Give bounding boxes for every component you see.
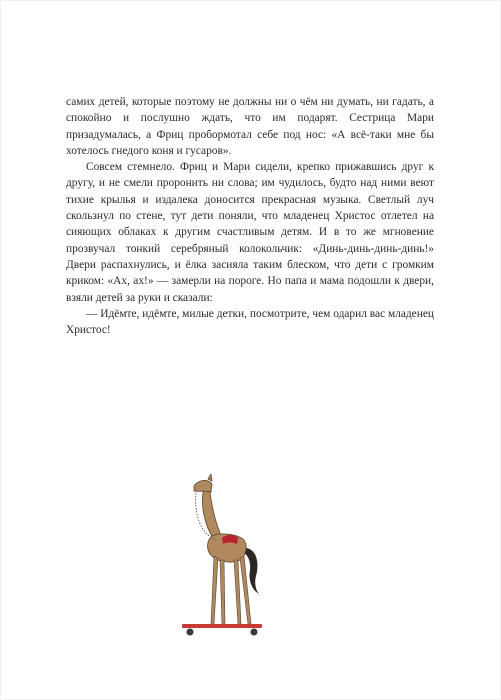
rocking-base (182, 624, 262, 628)
horse-leg-back-2 (240, 556, 251, 624)
horse-leg-front-1 (211, 556, 218, 624)
horse-leg-front-2 (220, 560, 225, 624)
paragraph-1: самих детей, которые поэтому не должны ни о чём ни думать, ни гадать, а спокойно и послушно ждать, что им подарят. Сестрица Мари призадумалась, а Фриц пробормотал себе под нос: «А всё-таки мне бы хотелось гнедого коня и гусаров». (66, 96, 434, 157)
paragraph-2: Совсем стемнело. Фриц и Мари сидели, крепко прижавшись друг к другу, и не смели проронить ни слова; им чудилось, будто над ними веют тихие крылья и издалека доносится прекрасная музыка. Светлый луч скользнул по стене, тут дети поняли, что младенец Христос отлетел на сияющих облаках к другим счастливым детям. И в то же мгновение прозвучал тонкий серебряный колокольчик: «Динь-динь-динь-динь!» Двери распахнулись, и ёлка засияла таким блеском, что дети с громким криком: «Ах, ах!» — замерли на пороге. Но папа и мама подошли к двери, взяли детей за руки и сказали: (66, 161, 434, 304)
page-text (66, 94, 434, 338)
wheel-2 (251, 629, 258, 636)
wheel-1 (187, 629, 194, 636)
horse-leg-back-1 (234, 560, 241, 624)
rocking-horse-illustration (164, 474, 274, 644)
horse-ear (208, 474, 212, 481)
horse-head (194, 480, 212, 492)
paragraph-3: — Идёмте, идёмте, милые детки, посмотрите, чем одарил вас младенец Христос! (66, 307, 434, 337)
